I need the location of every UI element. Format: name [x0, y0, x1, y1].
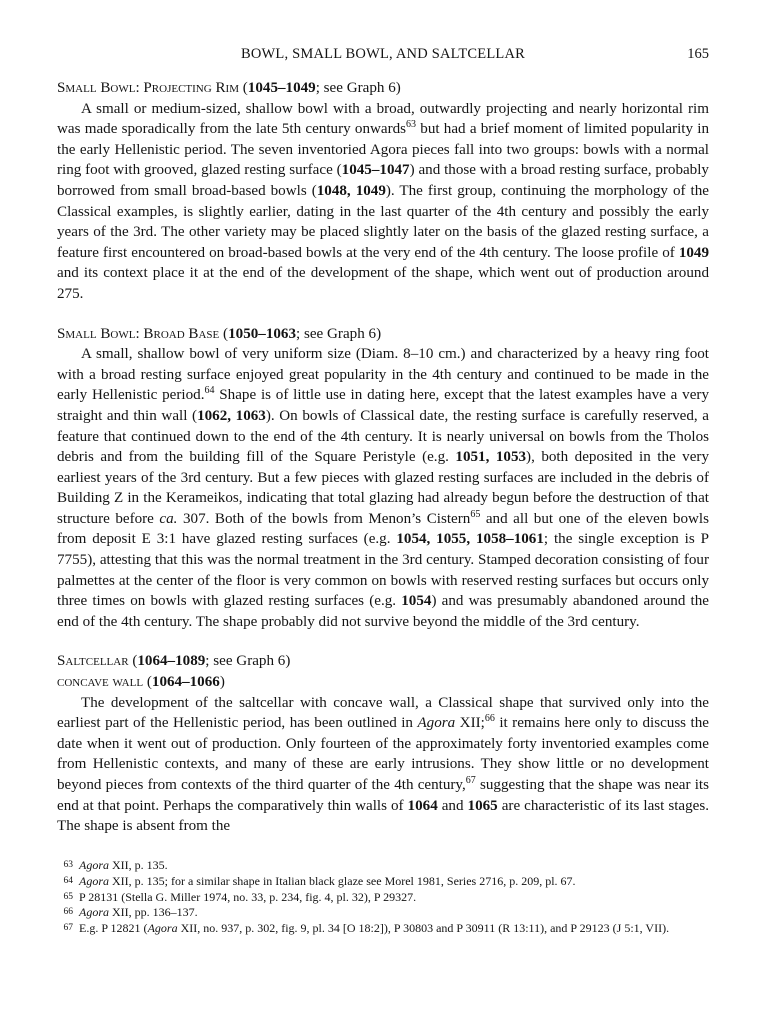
running-head	[57, 46, 709, 66]
page-number: 165	[687, 46, 709, 62]
footnote-ref: 67	[465, 774, 476, 786]
footnote-ref: 64	[204, 385, 215, 397]
footnote: 65 P 28131 (Stella G. Miller 1974, no. 33, p. 234, fig. 4, pl. 32), P 29327.	[63, 889, 417, 904]
footnote: 66 Agora XII, pp. 136–137.	[63, 905, 198, 920]
section-heading: Small Bowl: Projecting Rim (1045–1049; see Graph 6)	[57, 80, 401, 96]
section-heading: Saltcellar (1064–1089; see Graph 6)	[57, 653, 291, 670]
section-saltcellar	[57, 651, 709, 836]
section-paragraph: A small or medium-sized, shallow bowl with a broad, outwardly projecting and nearly horizontal rim was made sporadically from the late 5th century onwards$^{63}$ but had a brief moment of limited popularity in the early Hellenistic period. The seven inventoried Agora pieces fall into two groups: bowls with a normal ring foot with grooved, glazed resting surface (1045–1047) and those with a broad resting surface, probably borrowed from small broad-based bowls (1048, 1049). The first group, continuing the morphology of the Classical examples, is slightly earlier, dating in the last quarter of the 4th century and possibly the early years of the 3rd. The other variety may be placed slightly later on the basis of the glazed resting surface, a feature first encountered on broad-based bowls at the very end of the 4th century. The loose profile of 1049 and its context place it at the end of the development of the shape, which went out of production around 275.	[57, 100, 709, 302]
section-small-bowl-projecting-rim	[57, 78, 709, 305]
footnotes	[57, 858, 709, 937]
section-small-bowl-broad-base	[57, 324, 709, 633]
section-paragraph: A small, shallow bowl of very uniform size (Diam. 8–10 cm.) and characterized by a heavy ring foot with a broad resting surface enjoyed great popularity in the 4th century and continued to be made in the early Hellenistic period.$^{64}$ Shape is of little use in dating here, except that the latest examples have a very straight and thin wall (1062, 1063). On bowls of Classical date, the resting surface is carefully reserved, a feature that continued down to the end of the 4th century. It is nearly universal on bowls from the Tholos debris and from the building fill of the Square Peristyle (e.g. 1051, 1053), both deposited in the very earliest years of the 3rd century. But a few pieces with glazed resting surfaces are included in the debris of Building Z in the Kerameikos, indicating that total glazing had already begun before the destruction of that structure before ca. 307. Both of the bowls from Menon’s Cistern$^{65}$ and all but one of the eleven bowls from deposit E 3:1 have glazed resting surfaces (e.g. 1054, 1055, 1058–1061; the single exception is P 7755), attesting that this was the normal treatment in the 3rd century. Stamped decoration consisting of four palmettes at the center of the floor is very common on bowls with reserved resting surfaces but occurs only three times on bowls with glazed resting surfaces (e.g. 1054) and was presumably abandoned around the end of the 4th century. The shape probably did not survive beyond the middle of the 3rd century.	[57, 346, 710, 630]
footnote: 67 E.g. P 12821 (Agora XII, no. 937, p. 302, fig. 9, pl. 34 [O 18:2]), P 30803 and P 30911 (R 13:11), and P 29123 (J 5:1, VII).	[63, 921, 670, 936]
body-text	[57, 78, 709, 856]
footnote: 64 Agora XII, p. 135; for a similar shape in Italian black glaze see Morel 1981, Series 2716, p. 209, pl. 67.	[63, 873, 576, 888]
footnote: 63 Agora XII, p. 135.	[63, 858, 168, 872]
subsection-heading: concave wall (1064–1066)	[57, 674, 225, 691]
footnote-ref: 63	[406, 119, 417, 131]
footnote-ref: 65	[470, 508, 481, 520]
section-heading: Small Bowl: Broad Base (1050–1063; see Graph 6)	[57, 325, 382, 342]
running-head-title: BOWL, SMALL BOWL, AND SALTCELLAR	[240, 46, 526, 62]
footnote-ref: 66	[484, 713, 495, 725]
section-paragraph: The development of the saltcellar with concave wall, a Classical shape that survived only into the earliest part of the Hellenistic period, has been outlined in Agora XII;$^{66}$ it remains here only to discuss the date when it went out of production. Only fourteen of the approximately forty inventoried examples come from Hellenistic contexts, and many of these are early intrusions. They show little or no development beyond pieces from contexts of the third quarter of the 4th century,$^{67}$ suggesting that the shape was near its end at that point. Perhaps the comparatively thin walls of 1064 and 1065 are characteristic of its last stages. The shape is absent from the	[57, 694, 710, 835]
